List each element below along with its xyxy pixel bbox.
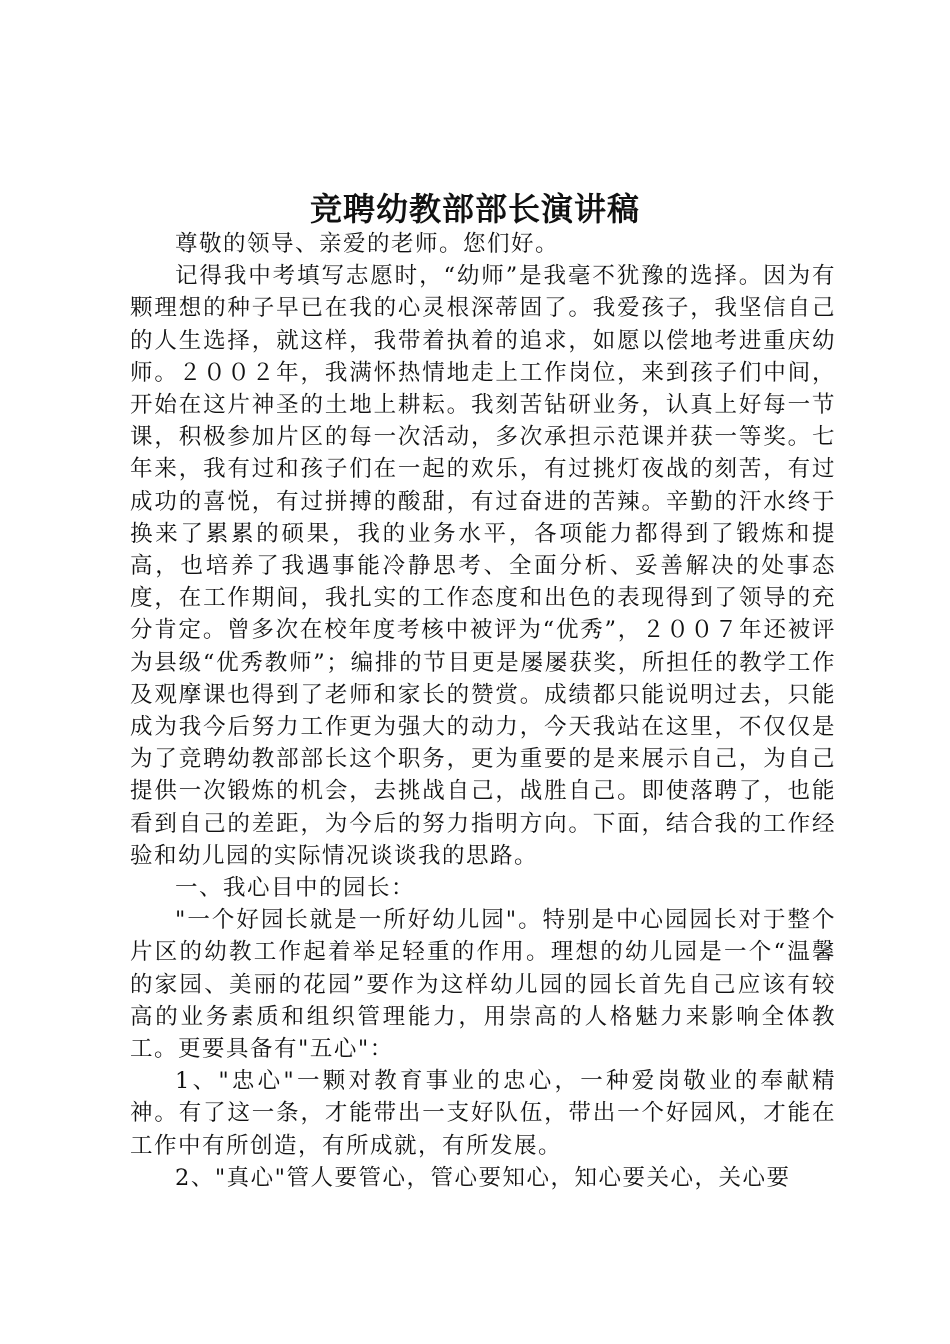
section-heading-ideal-principal: 一、我心目中的园长： [175,875,416,902]
paragraph-experience: 记得我中考填写志愿时，“幼师”是我毫不犹豫的选择。因为有颗理想的种子早已在我的心灵根深蒂固了。我爱孩子，我坚信自己的人生选择，就这样，我带着执着的追求，如愿以偿地考进重庆幼师。２００２年，我满怀热情地走上工作岗位，来到孩子们中间，开始在这片神圣的土地上耕耘。我刻苦钻研业务，认真上好每一节课，积极参加片区的每一次活动，多次承担示范课并获一等奖。七年来，我有过和孩子们在一起的欢乐，有过挑灯夜战的刻苦，有过成功的喜悦，有过拼搏的酸甜，有过奋进的苦辣。辛勤的汗水终于换来了累累的硕果，我的业务水平，各项能力都得到了锻炼和提高，也培养了我遇事能冷静思考、全面分析、妥善解决的处事态度，在工作期间，我扎实的工作态度和出色的表现得到了领导的充分肯定。曾多次在校年度考核中被评为“优秀”，２００７年还被评为县级“优秀教师”；编排的节目更是屡屡获奖，所担任的教学工作及观摩课也得到了老师和家长的赞赏。成绩都只能说明过去，只能成为我今后努力工作更为强大的动力，今天我站在这里，不仅仅是为了竞聘幼教部部长这个职务，更为重要的是来展示自己，为自己提供一次锻炼的机会，去挑战自己，战胜自己。即使落聘了，也能看到自己的差距，为今后的努力指明方向。下面，结合我的工作经验和幼儿园的实际情况谈谈我的思路。 [130,263,836,869]
paragraph-greeting: 尊敬的领导、亲爱的老师。您们好。 [175,231,560,257]
paragraph-loyalty: 1、"忠心"一颗对教育事业的忠心，一种爱岗敬业的奉献精神。有了这一条，才能带出一支好队伍，带出一个好园风，才能在工作中有所创造，有所成就，有所发展。 [130,1068,836,1159]
paragraph-good-principal: "一个好园长就是一所好幼儿园"。特别是中心园园长对于整个片区的幼教工作起着举足轻重的作用。理想的幼儿园是一个“温馨的家园、美丽的花园”要作为这样幼儿园的园长首先自己应该有较高的业务素质和组织管理能力，用崇高的人格魅力来影响全体教工。更要具备有"五心"： [130,907,836,1063]
document-body [130,228,836,1194]
paragraph-sincerity: 2、"真心"管人要管心，管心要知心，知心要关心，关心要 [175,1164,791,1191]
document-title: 竞聘幼教部部长演讲稿 [309,190,640,228]
